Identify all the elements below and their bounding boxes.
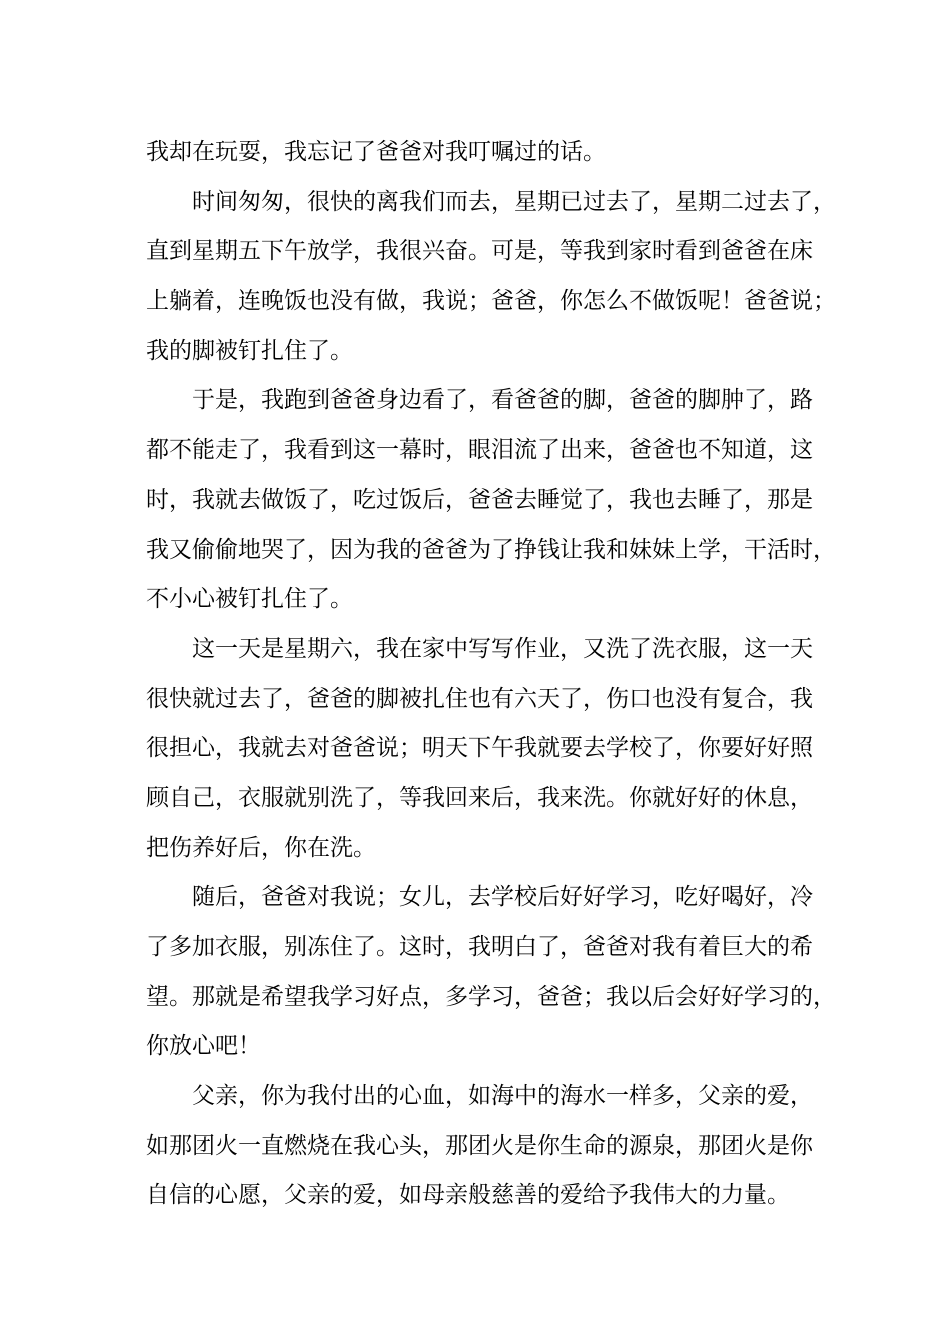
paragraph [146,128,836,178]
text-line: 我的脚被钉扎住了。 [146,337,353,364]
text-line: 父亲，你为我付出的心血，如海中的海水一样多，父亲的爱， [146,1083,813,1110]
text-line: 时间匆匆，很快的离我们而去，星期已过去了，星期二过去了， [146,188,836,215]
text-line: 把伤养好后，你在洗。 [146,834,376,861]
text-line: 很担心，我就去对爸爸说；明天下午我就要去学校了，你要好好照 [146,735,813,762]
text-line: 你放心吧！ [146,1033,261,1060]
text-line: 很快就过去了，爸爸的脚被扎住也有六天了，伤口也没有复合，我 [146,685,813,712]
text-line: 都不能走了，我看到这一幕时，眼泪流了出来，爸爸也不知道，这 [146,437,813,464]
paragraph [146,873,836,1072]
text-line: 自信的心愿，父亲的爱，如母亲般慈善的爱给予我伟大的力量。 [146,1182,790,1209]
text-line: 如那团火一直燃烧在我心头，那团火是你生命的源泉，那团火是你 [146,1132,813,1159]
paragraph [146,178,836,377]
text-line: 我却在玩耍，我忘记了爸爸对我叮嘱过的话。 [146,139,606,165]
text-line: 顾自己，衣服就别洗了，等我回来后，我来洗。你就好好的休息， [146,784,813,811]
text-line: 直到星期五下午放学，我很兴奋。可是，等我到家时看到爸爸在床 [146,238,813,265]
text-line: 我又偷偷地哭了，因为我的爸爸为了挣钱让我和妹妹上学，干活时， [146,536,836,563]
paragraph [146,625,836,873]
paragraph [146,1072,836,1221]
text-line: 不小心被钉扎住了。 [146,586,353,613]
text-line: 这一天是星期六，我在家中写写作业，又洗了洗衣服，这一天 [146,635,813,662]
text-line: 望。那就是希望我学习好点，多学习，爸爸；我以后会好好学习的， [146,983,836,1010]
document-page [146,128,836,1221]
text-line: 上躺着，连晚饭也没有做，我说；爸爸，你怎么不做饭呢！爸爸说； [146,288,836,315]
text-line: 随后，爸爸对我说；女儿，去学校后好好学习，吃好喝好，冷 [146,884,813,911]
text-line: 时，我就去做饭了，吃过饭后，爸爸去睡觉了，我也去睡了，那是 [146,486,813,513]
text-line: 了多加衣服，别冻住了。这时，我明白了，爸爸对我有着巨大的希 [146,934,813,960]
paragraph [146,376,836,624]
text-line: 于是，我跑到爸爸身边看了，看爸爸的脚，爸爸的脚肿了，路 [146,387,813,414]
